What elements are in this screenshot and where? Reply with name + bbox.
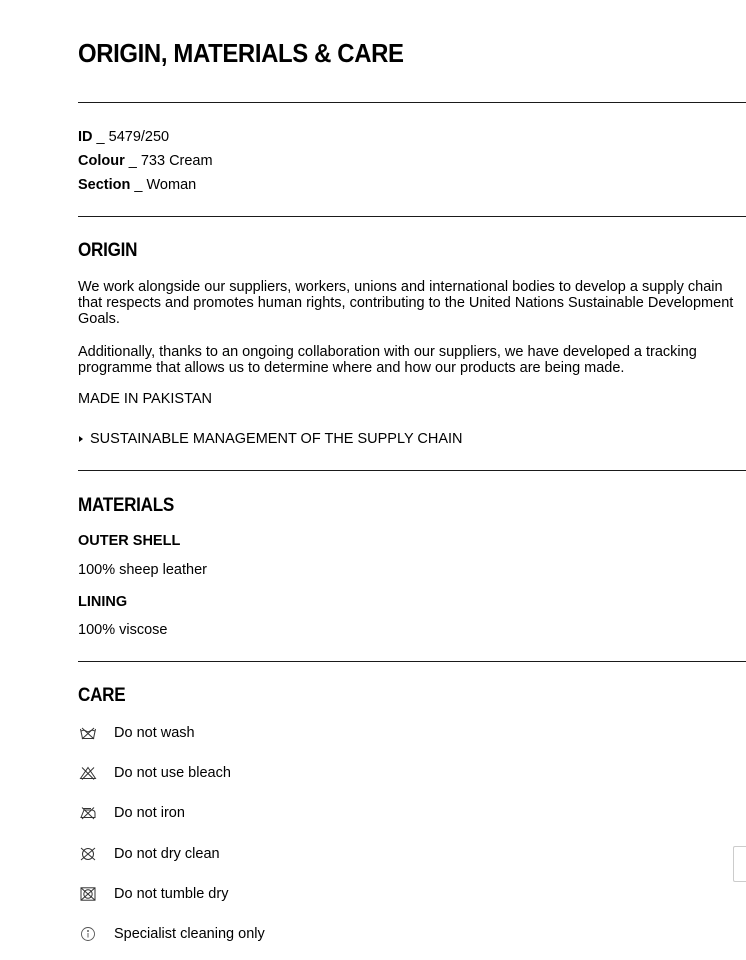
care-item-label: Do not wash [114, 725, 195, 741]
care-item-label: Specialist cleaning only [114, 926, 265, 942]
meta-id-separator: _ [92, 129, 109, 145]
care-item-specialist-cleaning [78, 926, 265, 942]
outer-shell-value: 100% sheep leather [78, 562, 207, 578]
care-item-label: Do not use bleach [114, 765, 231, 781]
caret-right-icon [79, 436, 83, 442]
meta-section-separator: _ [130, 177, 147, 193]
do-not-iron-icon [78, 805, 98, 821]
supply-chain-disclosure[interactable] [78, 431, 463, 447]
meta-colour-separator: _ [124, 153, 141, 169]
info-icon [78, 926, 98, 942]
meta-id-value: 5479/250 [108, 129, 170, 145]
page-title: ORIGIN, MATERIALS & CARE [78, 38, 404, 68]
meta-section-row [78, 177, 196, 193]
meta-section-value: Woman [146, 177, 197, 193]
do-not-dry-clean-icon [78, 846, 98, 862]
origin-heading: ORIGIN [78, 240, 138, 261]
care-item-do-not-tumble-dry [78, 886, 228, 902]
do-not-wash-icon [78, 725, 98, 741]
divider [78, 470, 746, 471]
meta-colour-row [78, 153, 213, 169]
meta-section-key: Section [78, 177, 131, 193]
origin-paragraph-1: We work alongside our suppliers, workers, unions and international bodies to develop a supply chain that respects and promotes human rights, contributing to the United Nations Sustainable Development Goals. [78, 279, 734, 327]
care-item-label: Do not dry clean [114, 846, 220, 862]
do-not-bleach-icon [78, 765, 98, 781]
outer-shell-label: OUTER SHELL [78, 533, 181, 549]
lining-value: 100% viscose [78, 622, 168, 638]
do-not-tumble-dry-icon [78, 886, 98, 902]
care-item-do-not-bleach [78, 765, 231, 781]
divider [78, 216, 746, 217]
care-item-do-not-iron [78, 805, 185, 821]
divider [78, 661, 746, 662]
lining-label: LINING [78, 594, 128, 610]
care-item-do-not-wash [78, 725, 195, 741]
supply-chain-disclosure-label: SUSTAINABLE MANAGEMENT OF THE SUPPLY CHAIN [90, 431, 463, 447]
divider [78, 102, 746, 103]
made-in-label: MADE IN PAKISTAN [78, 391, 213, 407]
care-item-label: Do not tumble dry [114, 886, 229, 902]
meta-colour-value: 733 Cream [140, 153, 213, 169]
meta-id-row [78, 129, 169, 145]
meta-colour-key: Colour [78, 153, 125, 169]
origin-paragraph-2: Additionally, thanks to an ongoing collaboration with our suppliers, we have developed a tracking programme that allows us to determine where and how our products are being made. [78, 344, 697, 376]
care-item-do-not-dry-clean [78, 846, 220, 862]
meta-id-key: ID [78, 129, 93, 145]
care-heading: CARE [78, 685, 126, 706]
materials-heading: MATERIALS [78, 495, 175, 516]
care-item-label: Do not iron [114, 805, 185, 821]
side-panel-tab[interactable] [733, 846, 746, 882]
